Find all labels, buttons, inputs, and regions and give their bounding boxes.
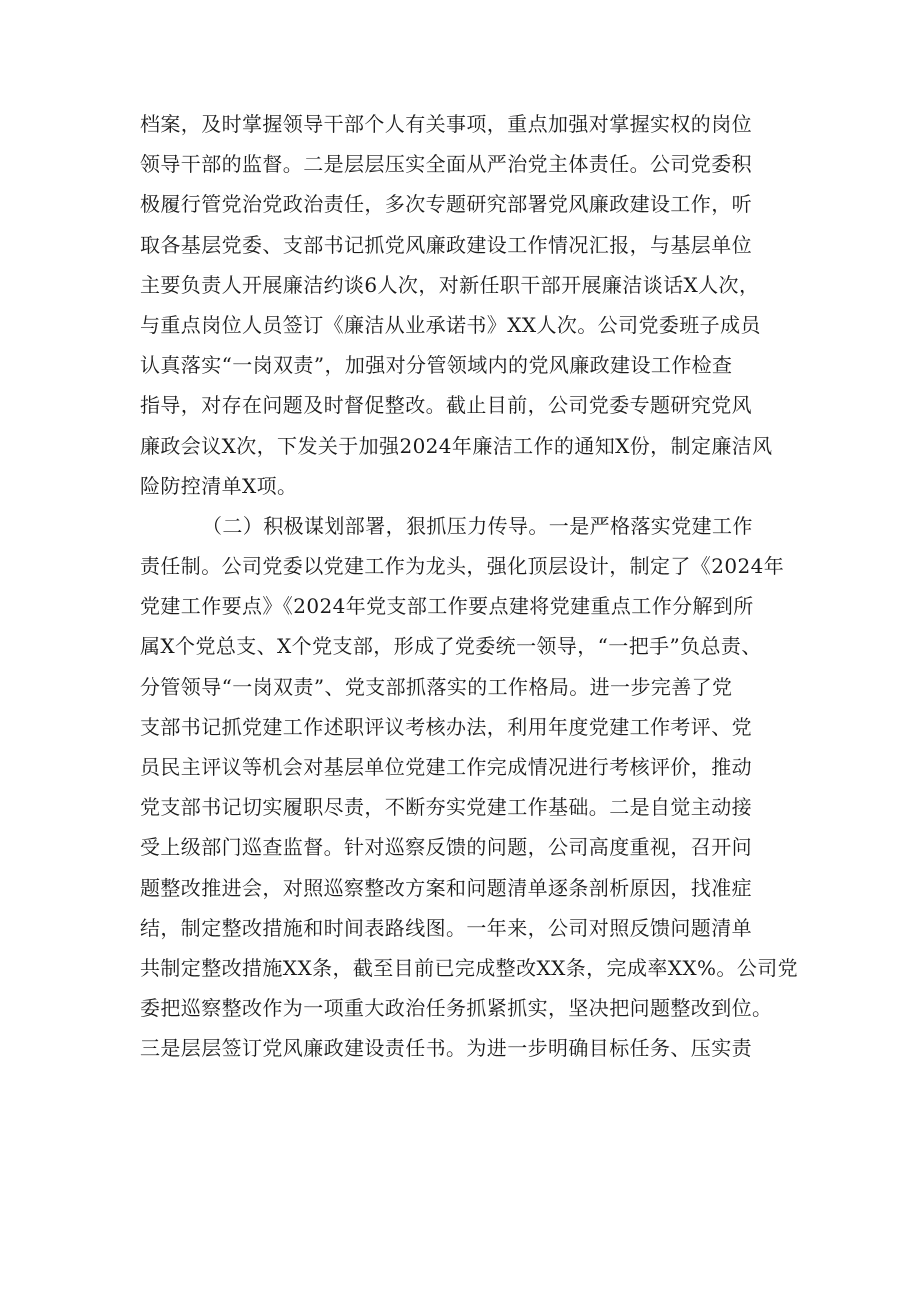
text-line: 险防控清单X项。 bbox=[140, 473, 298, 498]
section-heading-line: （二）积极谋划部署，狠抓压力传导。一是严格落实党建工作 bbox=[202, 513, 753, 538]
text-line: 支部书记抓党建工作述职评议考核办法，利用年度党建工作考评、党 bbox=[140, 714, 752, 739]
text-line: 结，制定整改措施和时间表路线图。一年来，公司对照反馈问题清单 bbox=[140, 915, 752, 940]
text-line: 指导，对存在问题及时督促整改。截止目前，公司党委专题研究党风 bbox=[140, 393, 752, 418]
text-line: 受上级部门巡查监督。针对巡察反馈的问题，公司高度重视，召开问 bbox=[140, 835, 752, 860]
text-line: 廉政会议X次，下发关于加强2024年廉洁工作的通知X份，制定廉洁风 bbox=[140, 433, 773, 458]
text-line: 档案，及时掌握领导干部个人有关事项，重点加强对掌握实权的岗位 bbox=[140, 112, 752, 136]
text-line: 属X个党总支、X个党支部，形成了党委统一领导，“一把手”负总责、 bbox=[140, 634, 762, 659]
text-line: 员民主评议等机会对基层单位党建工作完成情况进行考核评价，推动 bbox=[140, 755, 752, 779]
text-line: 题整改推进会，对照巡察整改方案和问题清单逐条剖析原因，找准症 bbox=[140, 875, 752, 900]
text-line: 委把巡察整改作为一项重大政治任务抓紧抓实，坚决把问题整改到位。 bbox=[140, 996, 773, 1021]
text-line: 取各基层党委、支部书记抓党风廉政建设工作情况汇报，与基层单位 bbox=[140, 232, 752, 257]
text-line: 党建工作要点》《2024年党支部工作要点建将党建重点工作分解到所 bbox=[140, 594, 754, 619]
text-line: 与重点岗位人员签订《廉洁从业承诺书》XX人次。公司党委班子成员 bbox=[140, 312, 761, 337]
body-text bbox=[140, 104, 800, 1069]
text-line: 三是层层签订党风廉政建设责任书。为进一步明确目标任务、压实责 bbox=[140, 1036, 752, 1061]
text-line: 极履行管党治党政治责任，多次专题研究部署党风廉政建设工作，听 bbox=[140, 192, 752, 217]
text-line: 认真落实“一岗双责”，加强对分管领域内的党风廉政建设工作检查 bbox=[140, 353, 733, 378]
text-line: 领导干部的监督。二是层层压实全面从严治党主体责任。公司党委积 bbox=[140, 152, 752, 177]
text-line: 责任制。公司党委以党建工作为龙头，强化顶层设计，制定了《2024年 bbox=[140, 554, 785, 579]
text-line: 党支部书记切实履职尽责，不断夯实党建工作基础。二是自觉主动接 bbox=[140, 795, 752, 820]
text-line: 分管领导“一岗双责”、党支部抓落实的工作格局。进一步完善了党 bbox=[140, 674, 733, 699]
text-line: 共制定整改措施XX条，截至目前已完成整改XX条，完成率XX%。公司党 bbox=[140, 955, 799, 980]
text-line: 主要负责人开展廉洁约谈6人次，对新任职干部开展廉洁谈话X人次， bbox=[140, 272, 760, 297]
